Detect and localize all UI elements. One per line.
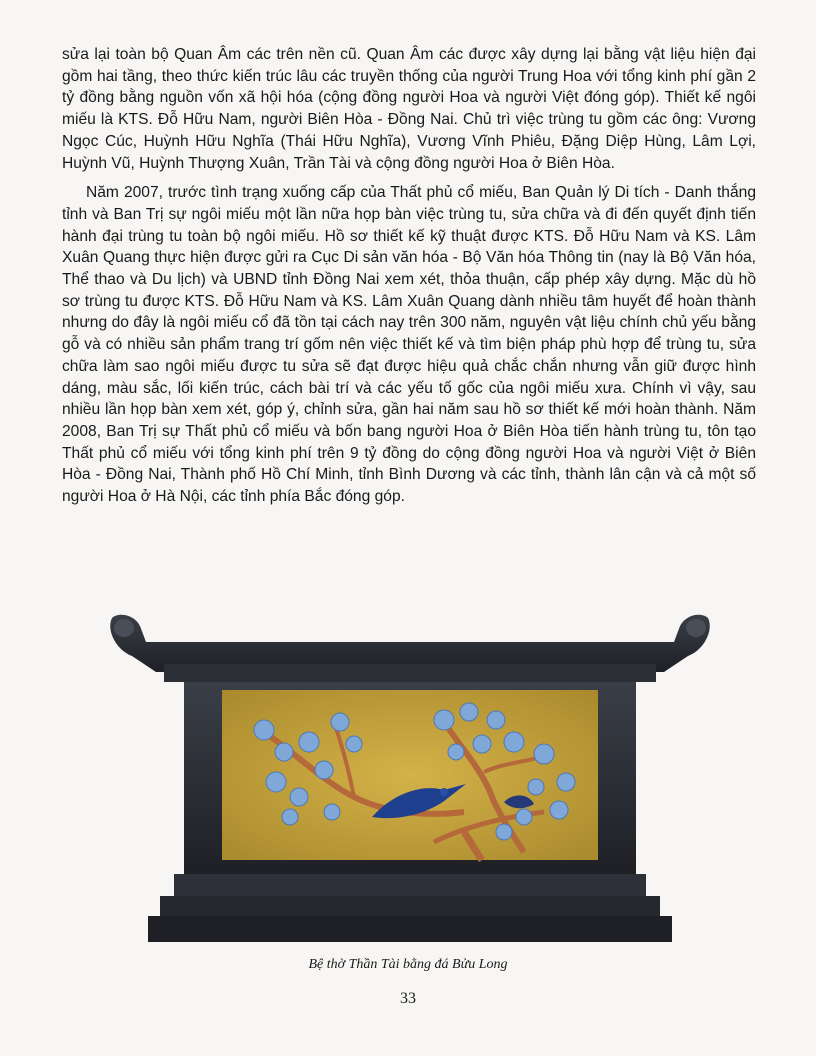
- paragraph-1: sửa lại toàn bộ Quan Âm các trên nền cũ. Quan Âm các được xây dựng lại bằng vật liệu hiện đại gồm hai tầng, theo thức kiến trúc lâu các truyền thống của người Trung Hoa với tổng kinh phí gần 2 tỷ đồng bằng nguồn vốn xã hội hóa (cộng đồng người Hoa và người Việt đóng góp). Thiết kế ngôi miếu là KTS. Đỗ Hữu Nam, người Biên Hòa - Đồng Nai. Chủ trì việc trùng tu gồm các ông: Vương Ngọc Cúc, Huỳnh Hữu Nghĩa (Thái Hữu Nghĩa), Vương Vĩnh Phiêu, Đặng Diệp Hùng, Lâm Lợi, Huỳnh Vũ, Huỳnh Thượng Xuân, Trần Tài và cộng đồng người Hoa ở Biên Hòa.: [62, 46, 756, 172]
- altar-base: [148, 874, 672, 942]
- page-number: 33: [400, 990, 416, 1007]
- paragraph-2: Năm 2007, trước tình trạng xuống cấp của Thất phủ cổ miếu, Ban Quản lý Di tích - Danh thắng tỉnh và Ban Trị sự ngôi miếu một lần nữa họp bàn việc trùng tu, sửa chữa và đi đến quyết định tiến hành đại trùng tu toàn bộ ngôi miếu. Hồ sơ thiết kế kỹ thuật được KTS. Đỗ Hữu Nam và KS. Lâm Xuân Quang thực hiện được gửi ra Cục Di sản văn hóa - Bộ Văn hóa Thông tin (nay là Bộ Văn hóa, Thể thao và Du lịch) và UBND tỉnh Đồng Nai xem xét, thỏa thuận, cấp phép xây dựng. Mặc dù hồ sơ trùng tu được KTS. Đỗ Hữu Nam và KS. Lâm Xuân Quang dành nhiều tâm huyết để hoàn thành nhưng do đây là ngôi miếu cổ đã tồn tại cách nay trên 300 năm, nguyên vật liệu chính chủ yếu bằng gỗ và có nhiều sản phẩm trang trí gốm nên việc thiết kế và tìm biện pháp phù hợp để trùng tu, sửa chữa làm sao ngôi miếu được tu sửa sẽ đạt được hiệu quả chắc chắn nhưng vẫn giữ được hình dáng, màu sắc, lối kiến trúc, cách bài trí và các yếu tố gốc của ngôi miếu xưa. Chính vì vậy, sau nhiều lần họp bàn xem xét, góp ý, chỉnh sửa, gần hai năm sau hồ sơ thiết kế mới hoàn thành. Năm 2008, Ban Trị sự Thất phủ cổ miếu và bốn bang người Hoa ở Biên Hòa tiến hành trùng tu, tôn tạo Thất phủ cổ miếu với tổng kinh phí trên 9 tỷ đồng do cộng đồng người Hoa và người Việt ở Biên Hòa - Đồng Nai, Thành phố Hồ Chí Minh, tỉnh Bình Dương và các tỉnh, thành lân cận và cả một số người Hoa ở Hà Nội, các tỉnh phía Bắc đóng góp.: [62, 184, 756, 506]
- body-text: [62, 44, 756, 516]
- decorative-panel: [222, 690, 598, 860]
- figure-caption: Bệ thờ Thần Tài bằng đá Bửu Long: [308, 957, 508, 972]
- altar-photo: [104, 612, 716, 946]
